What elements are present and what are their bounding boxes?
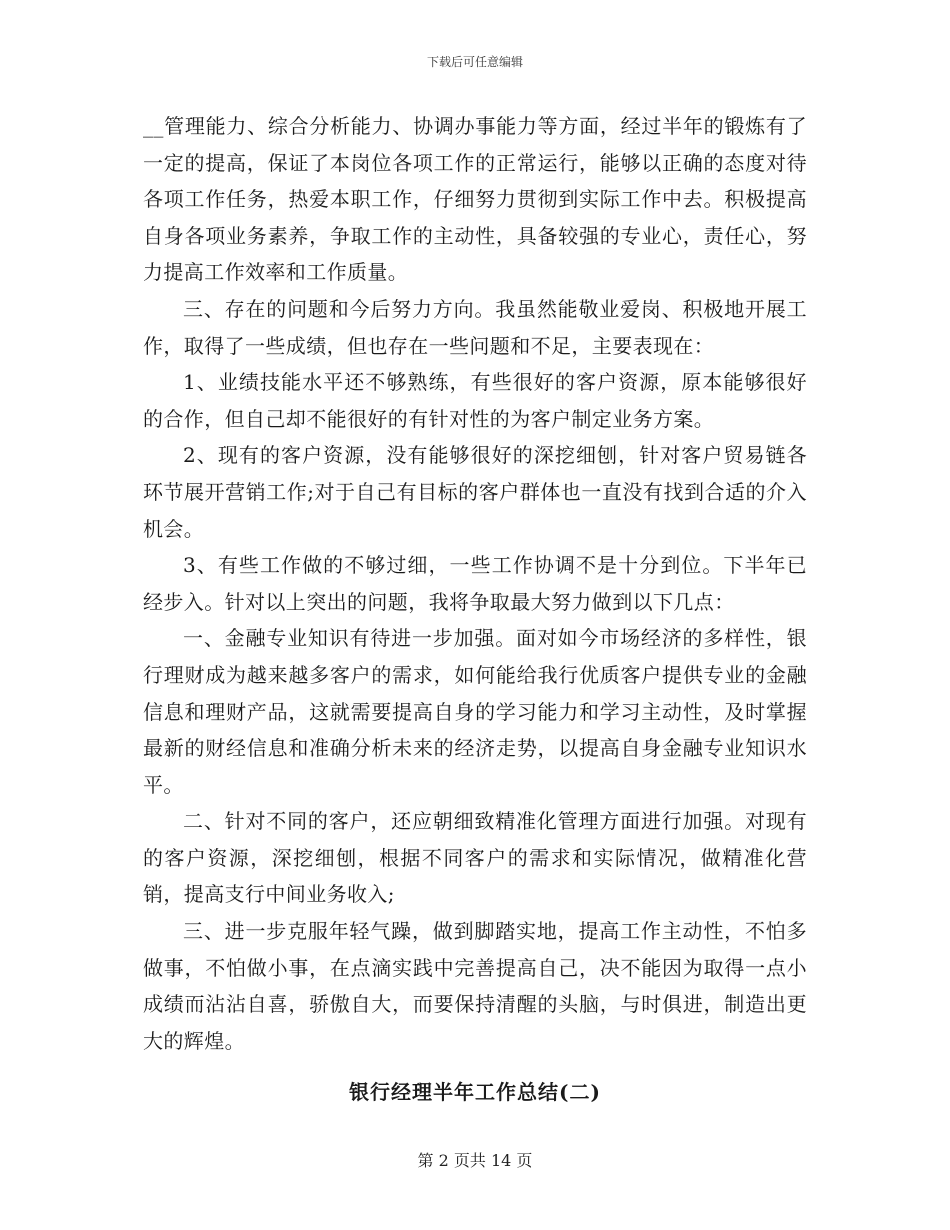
page-header-note: 下载后可任意编辑 xyxy=(426,55,523,69)
document-body xyxy=(143,108,807,1059)
section-title: 银行经理半年工作总结(二) xyxy=(349,1080,601,1104)
paragraph-3: 1、业绩技能水平还不够熟练，有些很好的客户资源，原本能够很好的合作，但自己却不能很好的有针对性的为客户制定业务方案。 xyxy=(143,370,807,431)
paragraph-2: 三、存在的问题和今后努力方向。我虽然能敬业爱岗、积极地开展工作，取得了一些成绩，但也存在一些问题和不足，主要表现在： xyxy=(143,296,807,358)
paragraph-7: 二、针对不同的客户，还应朝细致精准化管理方面进行加强。对现有的客户资源，深挖细刨，根据不同客户的需求和实际情况，做精准化营销，提高支行中间业务收入; xyxy=(143,809,807,907)
paragraph-5: 3、有些工作做的不够过细，一些工作协调不是十分到位。下半年已经步入。针对以上突出的问题，我将争取最大努力做到以下几点： xyxy=(143,553,807,614)
page-number: 第 2 页共 14 页 xyxy=(417,1151,533,1170)
paragraph-6: 一、金融专业知识有待进一步加强。面对如今市场经济的多样性，银行理财成为越来越多客户的需求，如何能给我行优质客户提供专业的金融信息和理财产品，这就需要提高自身的学习能力和学习主动性，及时掌握最新的财经信息和准确分析未来的经济走势，以提高自身金融专业知识水平。 xyxy=(143,626,807,797)
paragraph-1: __管理能力、综合分析能力、协调办事能力等方面，经过半年的锻炼有了一定的提高，保证了本岗位各项工作的正常运行，能够以正确的态度对待各项工作任务，热爱本职工作，仔细努力贯彻到实际工作中去。积极提高自身各项业务素养，争取工作的主动性，具备较强的专业心，责任心，努力提高工作效率和工作质量。 xyxy=(143,114,807,285)
paragraph-8: 三、进一步克服年轻气躁，做到脚踏实地，提高工作主动性，不怕多做事，不怕做小事，在点滴实践中完善提高自己，决不能因为取得一点小成绩而沾沾自喜，骄傲自大，而要保持清醒的头脑，与时俱进，制造出更大的辉煌。 xyxy=(143,919,807,1053)
paragraph-4: 2、现有的客户资源，没有能够很好的深挖细刨，针对客户贸易链各环节展开营销工作;对于自己有目标的客户群体也一直没有找到合适的介入机会。 xyxy=(143,443,807,541)
